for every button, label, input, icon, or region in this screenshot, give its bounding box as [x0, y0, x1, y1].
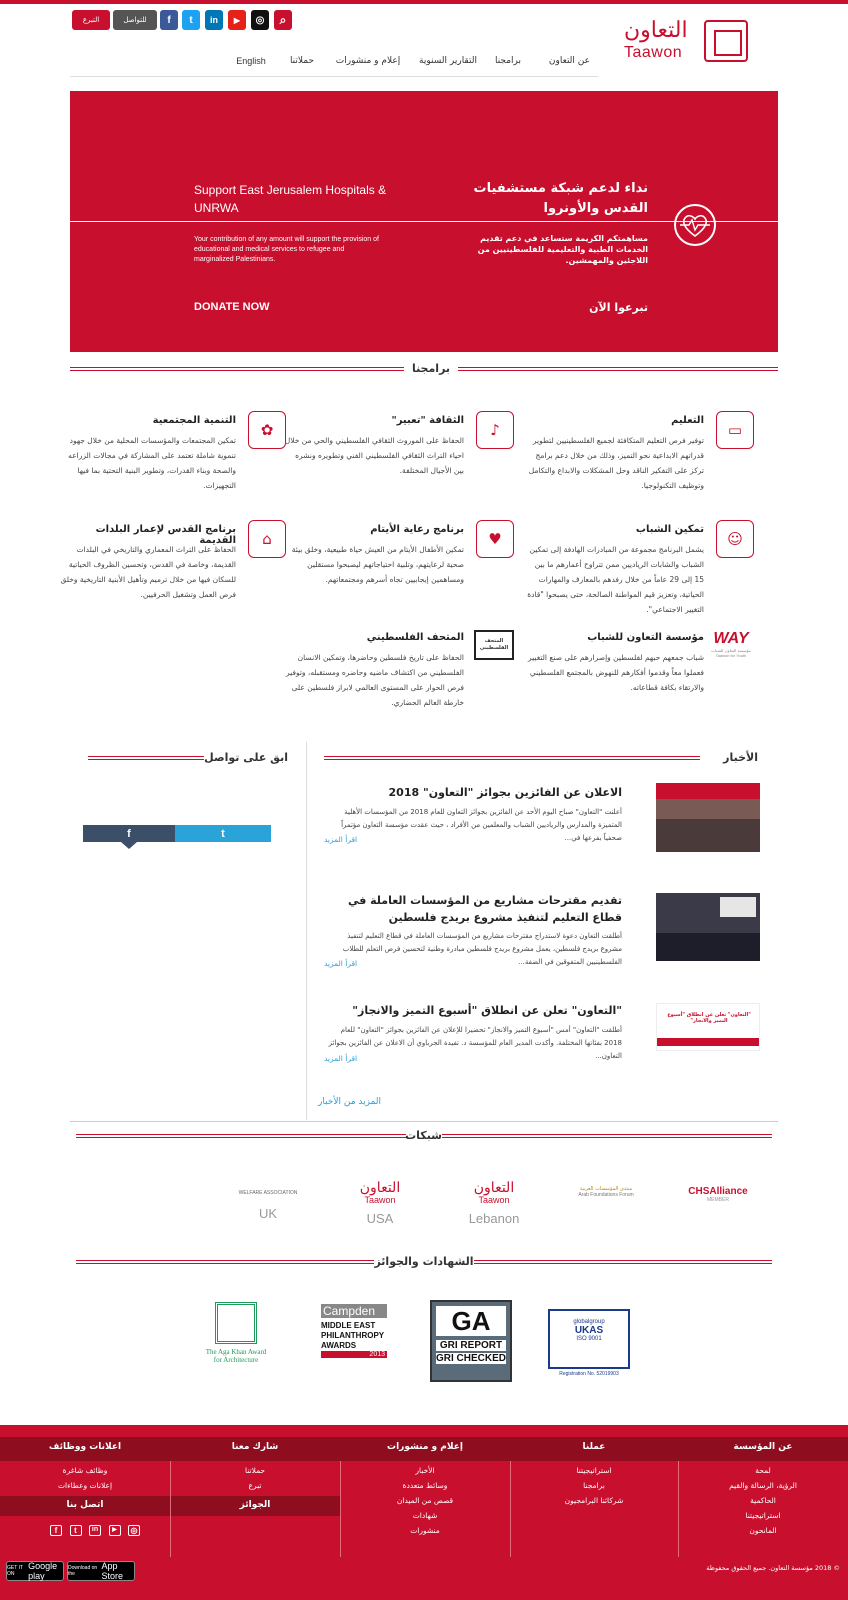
- program-desc: الحفاظ على الموروث الثقافي الفلسطيني والحي من خلال احياء التراث الثقافي الفلسطيني الفني وتطويره ونشره بين الأجيال المختلفة.: [284, 436, 464, 475]
- instagram-icon[interactable]: ◎: [128, 1525, 140, 1536]
- program-title: برنامج رعاية الأيتام: [370, 524, 464, 535]
- program-title: التنمية المجتمعية: [152, 415, 236, 426]
- footer-link[interactable]: المانحون: [749, 1526, 777, 1535]
- youtube-icon[interactable]: ▶: [109, 1525, 121, 1536]
- donate-button[interactable]: التبرع: [72, 10, 110, 30]
- news-image-2[interactable]: [656, 893, 760, 961]
- network-arab-foundations[interactable]: منتدى المؤسسات العربية Arab Foundations Forum: [578, 1186, 634, 1198]
- news-desc-1: أعلنت "التعاون" صباح اليوم الأحد عن الفائزين بجوائز التعاون للعام 2018 من المؤسسات الأهلية المتميزة والمدارس والرياديين الشباب والمعلمين من الأفراد ، حيث عقدت مؤسسة التعاون مؤتمراً صحفياً بفرعها في...: [341, 808, 622, 842]
- nav-campaigns[interactable]: حملاتنا: [289, 56, 315, 66]
- read-more-link-1[interactable]: اقرأ المزيد: [324, 835, 358, 844]
- logo-text-en: Taawon: [624, 44, 683, 61]
- program-desc: تمكين الأطفال الأيتام من العيش حياة طبيعية، وخلق بيئة صحية لرعايتهم، وتلبية احتياجاتهم ليصبحوا مستقلين ومساهمين إيجابيين تجاه أسرهم ومجتمعاتهم.: [291, 545, 464, 584]
- news-desc-2: أطلقت التعاون دعوة لاستدراج مقترحات مشاريع من المؤسسات العاملة في قطاع التعليم لتنفيذ مشروع بريدج فلسطين، يعمل مشروع بريدج فلسطين مبادرة وطنية لتحسين فرص التعلم للطلاب الفلسطينيين المتفوقين في الضفة...: [342, 932, 622, 966]
- hero-banner[interactable]: [70, 91, 778, 352]
- nav-about[interactable]: عن التعاون: [548, 56, 590, 66]
- read-more-link-3[interactable]: اقرأ المزيد: [324, 1054, 358, 1063]
- tab-pointer: [121, 842, 137, 849]
- nav-programs[interactable]: برامجنا: [494, 56, 522, 66]
- read-more-link-2[interactable]: اقرأ المزيد: [324, 959, 358, 968]
- top-accent-bar: [0, 0, 848, 4]
- footer-link[interactable]: تبرع: [248, 1481, 262, 1490]
- program-title: برنامج القدس لإعمار البلدات القديمة: [95, 524, 236, 546]
- networks-title: شبكات: [405, 1129, 442, 1142]
- footer-link[interactable]: الأخبار: [415, 1466, 435, 1475]
- banner-title-ar: نداء لدعم شبكة مستشفيات القدس والأونروا: [473, 181, 648, 216]
- facebook-icon[interactable]: f: [50, 1525, 62, 1536]
- network-taawon-usa[interactable]: التعاون Taawon USA: [359, 1180, 401, 1226]
- site-footer: [0, 1425, 848, 1600]
- banner-desc-ar: مساهمتكم الكريمة ستساعد في دعم تقديم الخدمات الطبية والتعليمية للفلسطينيين من اللاجئين والمهمشين.: [477, 234, 648, 265]
- nav-english[interactable]: English: [236, 56, 266, 66]
- twitter-icon[interactable]: t: [182, 10, 200, 30]
- footer-link[interactable]: شركائنا البرامجيون: [564, 1496, 624, 1505]
- program-orphans[interactable]: [284, 520, 514, 610]
- footer-link[interactable]: استراتيجيتنا: [576, 1466, 612, 1475]
- footer-social-row: [50, 1525, 140, 1539]
- program-museum[interactable]: [284, 628, 514, 718]
- facebook-icon: f: [127, 827, 131, 840]
- search-icon[interactable]: ⌕: [274, 10, 292, 30]
- twitter-tab[interactable]: [175, 825, 271, 842]
- footer-contact-title[interactable]: اتصل بنا: [66, 1500, 104, 1510]
- old-city-icon: ⌂: [248, 520, 286, 558]
- banner-donate-ar[interactable]: تبرعوا الآن: [589, 301, 648, 314]
- network-welfare-uk[interactable]: WELFARE ASSOCIATION UK: [238, 1190, 298, 1221]
- banner-title-en: Support East Jerusalem Hospitals & UNRWA: [194, 183, 387, 215]
- networks-header: [76, 1129, 772, 1143]
- youth-icon: ☺: [716, 520, 754, 558]
- program-title: المتحف الفلسطيني: [366, 632, 464, 643]
- facebook-tab[interactable]: [83, 825, 175, 842]
- footer-link[interactable]: منشورات: [410, 1526, 440, 1535]
- network-chs-alliance[interactable]: CHSAlliance MEMBER: [688, 1186, 748, 1203]
- twitter-icon: t: [221, 827, 225, 840]
- news-title-3[interactable]: "التعاون" تعلن عن انطلاق "أسبوع التميز والانجاز": [352, 1004, 622, 1017]
- museum-icon: المتحف الفلسطيني: [474, 630, 514, 660]
- program-title: التعليم: [671, 415, 704, 426]
- program-desc: يشمل البرنامج مجموعة من المبادرات الهادفة إلى تمكين الشباب والشابات الرياديين ممن تتراوح أعمارهم ما بين 15 إلى 29 عاماً من خلال رفدهم بالمعارف والمهارات الحياتية، وتعزيز قيم المواطنة الصالحة، حتى يصبحوا "قادة التغيير الاجتماعي".: [527, 545, 704, 614]
- banner-line: [70, 221, 778, 222]
- program-title: تمكين الشباب: [635, 524, 704, 535]
- logo-mark-icon: [704, 20, 748, 62]
- footer-awards-title[interactable]: الجوائز: [239, 1500, 271, 1510]
- social-title: ابق على تواصل: [204, 751, 288, 764]
- footer-link[interactable]: وسائط متعددة: [402, 1481, 448, 1490]
- twitter-icon[interactable]: t: [70, 1525, 82, 1536]
- cert-aga-khan[interactable]: The Aga Khan Award for Architecture: [198, 1302, 274, 1376]
- program-old-city[interactable]: [56, 520, 286, 610]
- cert-gri[interactable]: GA GRI REPORT GRI CHECKED: [430, 1300, 512, 1382]
- footer-link[interactable]: شهادات: [412, 1511, 438, 1520]
- community-icon: ✿: [248, 411, 286, 449]
- cert-campden[interactable]: Campden MIDDLE EAST PHILANTHROPY AWARDS 2013: [321, 1304, 385, 1358]
- program-culture[interactable]: [284, 411, 514, 501]
- google-play-badge[interactable]: GET IT ON Google play: [6, 1561, 64, 1581]
- more-news-link[interactable]: المزيد من الأخبار: [318, 1097, 382, 1107]
- program-desc: الحفاظ على تاريخ فلسطين وحاضرها، وتمكين الانسان الفلسطيني من اكتشاف ماضيه وحاضره ومستقبله، وتوفير فرص الحوار على المستوى العالمي لابراز فلسطين على خارطة العالم الحضاري.: [285, 653, 464, 707]
- column-divider: [306, 742, 307, 1120]
- nav-media[interactable]: إعلام و منشورات: [335, 56, 401, 66]
- certificates-header: [76, 1255, 772, 1269]
- footer-link[interactable]: برامجنا: [583, 1481, 605, 1490]
- network-taawon-lebanon[interactable]: التعاون Taawon Lebanon: [468, 1180, 520, 1226]
- instagram-icon[interactable]: ◎: [251, 10, 269, 30]
- footer-work-title: عملنا: [582, 1442, 606, 1452]
- facebook-icon[interactable]: f: [160, 10, 178, 30]
- footer-link[interactable]: قصص من الميدان: [396, 1496, 454, 1505]
- footer-media-title: إعلام و منشورات: [387, 1442, 463, 1452]
- news-title-2[interactable]: تقديم مقترحات مشاريع من المؤسسات العاملة في قطاع التعليم لتنفيذ مشروع بريدج فلسطين: [347, 894, 622, 924]
- footer-join-title: شارك معنا: [231, 1442, 279, 1452]
- footer-about-title: عن المؤسسة: [733, 1442, 793, 1452]
- cert-iso-caption: Registration No. 52019903: [559, 1371, 619, 1377]
- footer-link[interactable]: وظائف شاغرة: [62, 1466, 108, 1475]
- youtube-icon[interactable]: ▶: [228, 10, 246, 30]
- program-education[interactable]: [524, 411, 754, 501]
- programs-header: [70, 362, 778, 376]
- footer-link[interactable]: حملاتنا: [244, 1466, 266, 1475]
- news-title-1[interactable]: الاعلان عن الفائزين بجوائز "التعاون" 2018: [388, 786, 622, 799]
- contact-button[interactable]: للتواصل: [113, 10, 157, 30]
- program-way[interactable]: [524, 628, 754, 708]
- nav-annual-reports[interactable]: التقارير السنوية: [419, 56, 477, 66]
- program-desc: الحفاظ على التراث المعماري والتاريخي في البلدات القديمة، وخاصة في القدس، وتحسين الظروف الحياتية للسكان فيها من خلال ترميم وتأهيل الأبنية التاريخية وخلق فرص العمل وتشغيل الحرفيين.: [60, 545, 236, 599]
- footer-link[interactable]: لمحة: [755, 1466, 771, 1475]
- aga-khan-emblem-icon: [215, 1302, 257, 1344]
- program-desc: توفير فرص التعليم المتكافئة لجميع الفلسطينيين لتطوير قدراتهم الابداعية نحو التميز، وذلك من خلال دعم برامج تركز على التفكير الناقد وحل المشكلات والابداع والتكامل وتوظيف التكنولوجيا.: [528, 436, 704, 490]
- footer-jobs-title: اعلانات ووظائف: [48, 1442, 122, 1452]
- copyright: © 2018 مؤسسة التعاون. جميع الحقوق محفوظة: [706, 1564, 840, 1572]
- program-youth[interactable]: [524, 520, 754, 620]
- program-title: الثقافة "تعبير": [391, 415, 464, 426]
- program-desc: تمكين المجتمعات والمؤسسات المحلية من خلال جهود تنموية شاملة تعتمد على المشاركة في مجالات الزراعه والصحة وبناء القدرات، وتطوير البنية التحتية بما فيها التجهيزات.: [68, 436, 236, 490]
- news-bottom-divider: [70, 1121, 778, 1122]
- news-image-1[interactable]: [656, 783, 760, 852]
- news-image-3[interactable]: "التعاون" تعلن عن انطلاق "أسبوع التميز والانجاز": [656, 1003, 760, 1051]
- news-desc-3: أطلقت "التعاون" أمس "أسبوع التميز والانجاز" تحضيرا للإعلان عن الفائزين بجوائز "التعاون" للعام 2018 بفئاتها المختلفة. وأكدت المدير العام للمؤسسة د. تفيدة الجرباوي أن الاعلان عن الفائزين بجوائز التعاون...: [328, 1026, 622, 1060]
- program-community[interactable]: [56, 411, 286, 501]
- program-title: مؤسسة التعاون للشباب: [587, 632, 704, 643]
- culture-icon: ♪: [476, 411, 514, 449]
- news-header: [324, 751, 758, 765]
- banner-donate-en[interactable]: DONATE NOW: [194, 301, 270, 313]
- footer-link[interactable]: إعلانات وعطاءات: [57, 1481, 113, 1490]
- program-desc: شباب جمعهم حبهم لفلسطين وإصرارهم على صنع التغيير فعملوا معاً وقدموا أفكارهم للنهوض بالمجتمع الفلسطيني والارتقاء بكافة قطاعاته.: [528, 653, 704, 692]
- logo-text-ar: التعاون: [624, 18, 688, 43]
- linkedin-icon[interactable]: in: [89, 1525, 101, 1536]
- footer-link[interactable]: استراتيجيتنا: [745, 1511, 781, 1520]
- orphan-care-icon: ♥: [476, 520, 514, 558]
- book-icon: ▭: [716, 411, 754, 449]
- nav-divider: [70, 76, 598, 77]
- cert-iso-ukas[interactable]: globalgroup UKAS ISO 9001: [548, 1309, 630, 1369]
- footer-link[interactable]: الرؤية، الرسالة والقيم: [729, 1481, 797, 1490]
- certificates-title: الشهادات والجوائز: [374, 1255, 474, 1268]
- programs-title: برامجنا: [411, 362, 451, 375]
- heartbeat-icon: [674, 204, 716, 246]
- app-store-badge[interactable]: Download on the App Store: [67, 1561, 135, 1581]
- banner-desc-en: Your contribution of any amount will support the provision of educational and medical services to refugee and marginalized Palestinians.: [194, 236, 379, 263]
- site-logo[interactable]: [624, 18, 748, 64]
- news-title: الأخبار: [723, 751, 758, 764]
- linkedin-icon[interactable]: in: [205, 10, 223, 30]
- social-header: [88, 751, 288, 765]
- footer-link[interactable]: الحاكمية: [750, 1496, 776, 1505]
- way-logo-icon: WAY مؤسسة التعاون للشباب Taawon for Youth: [711, 630, 751, 658]
